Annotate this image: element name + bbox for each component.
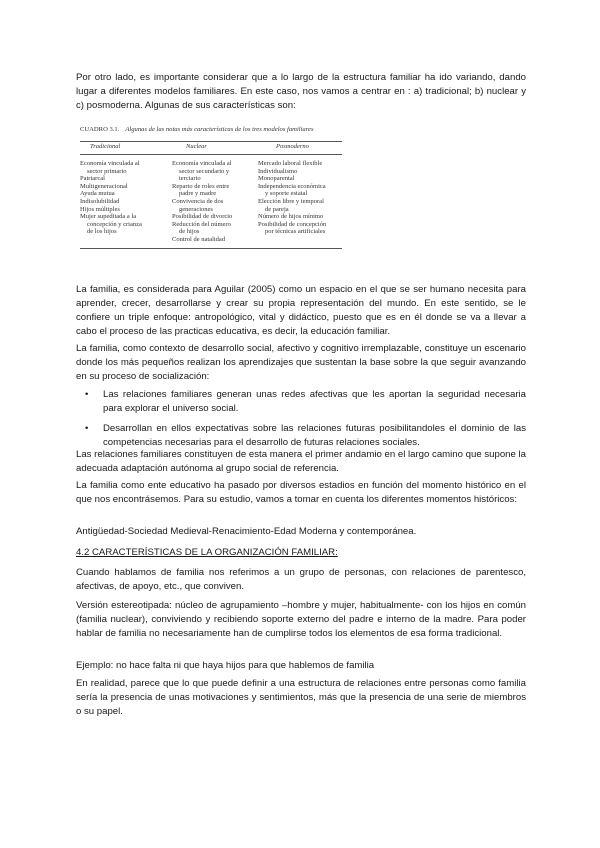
table-cell: Posibilidad de concepción	[258, 220, 327, 228]
table-cell: Convivencia de dos	[172, 197, 224, 205]
table-cell: sector primario	[87, 167, 127, 175]
header-nuclear: Nuclear	[186, 143, 207, 150]
cuando-text: Cuando hablamos de familia nos referimos a un grupo de personas, con relaciones de parentesco, afectivas, de apoyo, etc., que conviven.	[76, 567, 526, 592]
ente-text: La familia como ente educativo ha pasado por diversos estadios en función del momento histórico en el que nos encontrásemos. Para su estudio, vamos a tomar en cuenta los diferentes momentos históricos:	[76, 480, 526, 505]
table-cell: de hijos	[179, 228, 200, 236]
table-cell: y soporte estatal	[265, 190, 308, 198]
table-caption-text: Algunas de las notas más características de los tres modelos familiares	[125, 126, 314, 133]
aguilar-paragraph	[76, 283, 526, 339]
family-models-table	[80, 126, 342, 250]
table-cell: Control de natalidad	[172, 235, 226, 243]
ente-paragraph	[76, 479, 526, 507]
intro-text: Por otro lado, es importante considerar que a lo largo de la estructura familiar ha ido variando, dando lugar a diferentes modelos familiares. En este caso, nos vamos a centrar en : a) tradicional; b) nuclear y c) posmoderna. Algunas de sus características son:	[76, 72, 526, 111]
table-cell: Indisolubilidad	[80, 197, 120, 205]
table-cell: terciario	[179, 175, 201, 183]
cuando-paragraph	[76, 566, 526, 594]
table-header-rule	[80, 154, 342, 155]
contexto-paragraph	[76, 342, 526, 384]
table-cell: Mercado laboral flexible	[258, 160, 323, 167]
table-cell: Reparto de roles entre	[172, 182, 230, 190]
table-top-rule	[80, 141, 342, 142]
section-heading-text: 4.2 CARACTERÍSTICAS DE LA ORGANIZACIÓN FAMILIAR:	[76, 547, 338, 558]
section-heading	[76, 546, 526, 560]
table-caption	[80, 126, 342, 134]
table-cell: Posibilidad de divorcio	[172, 213, 233, 221]
list-item: • Desarrollan en ellos expectativas sobre las relaciones futuras posibilitandoles el dominio de las competencias necesarias para el desarrollo de futuras relaciones sociales.	[76, 422, 526, 450]
bullet-list	[76, 388, 526, 456]
version-paragraph	[76, 599, 526, 641]
table-cell: Multigeneracional	[80, 182, 128, 190]
realidad-paragraph	[76, 677, 526, 719]
table-cell: Individualismo	[258, 167, 298, 175]
realidad-text: En realidad, parece que lo que puede definir a una estructura de relaciones entre personas como familia sería la presencia de unas motivaciones y sentimientos, más que la presencia de una serie de miembros o su papel.	[76, 678, 526, 717]
table-cell: por técnicas artificiales	[265, 228, 326, 236]
table-cell: sector secundario y	[179, 167, 230, 175]
column-nuclear	[172, 160, 232, 244]
intro-paragraph	[76, 71, 526, 113]
table-cell: Ayuda mutua	[80, 190, 115, 198]
table-cell: de los hijos	[87, 228, 117, 236]
version-text: Versión estereotipada: núcleo de agrupamiento –hombre y mujer, habitualmente- con los hijos en común (familia nuclear), conviviendo y recibiendo soporte externo del padre e interno de la madre. Para poder hablar de familia no necesariamente han de cumplirse todos los elementos de esa forma tradicional.	[76, 600, 526, 639]
table-cell: Economía vinculada al	[172, 160, 232, 167]
ejemplo-text: Ejemplo: no hace falta ni que haya hijos para que hablemos de familia	[76, 660, 375, 671]
contexto-text: La familia, como contexto de desarrollo social, afectivo y cognitivo irremplazable, constituye un escenario donde los más pequeños realizan los aprendizajes que sustentan la base sobre la que seguir avanzando en su proceso de socialización:	[76, 343, 526, 382]
table-cell: Patriarcal	[80, 175, 105, 183]
aguilar-text: La familia, es considerada para Aguilar (2005) como un espacio en el que se ser humano necesita para aprender, crecer, desarrollarse y crear su propia representación del mundo. En este sentido, se le confiere un triple enfoque: antropológico, vital y didáctico, puesto que es en él donde se va a llevar a cabo el proceso de las practicas educativa, es decir, la educación familiar.	[76, 284, 526, 337]
periodos-text: Antigüedad-Sociedad Medieval-Renacimiento-Edad Moderna y contemporánea.	[76, 526, 417, 537]
header-tradicional: Tradicional	[90, 143, 121, 150]
table-cell: Monoparental	[258, 175, 295, 183]
relaciones-paragraph	[76, 448, 526, 476]
table-cell: Número de hijos mínimo	[258, 213, 324, 221]
table-cell: Reducción del número	[172, 220, 231, 228]
table-cell: padre y madre	[179, 190, 217, 198]
table-cell: de pareja	[265, 205, 289, 213]
list-item: • Las relaciones familiares generan unas redes afectivas que les aportan la seguridad necesaria para explorar el universo social.	[76, 388, 526, 416]
table-label: CUADRO 3.1.	[80, 126, 120, 133]
table-cell: Hijos múltiples	[80, 205, 120, 213]
table-cell: concepción y crianza	[87, 220, 142, 228]
relaciones-text: Las relaciones familiares constituyen de esta manera el primer andamio en el largo camino que supone la adecuada adaptación autónoma al grupo social de referencia.	[76, 449, 526, 474]
table-cell: Independencia económica	[258, 182, 326, 190]
column-posmoderno	[258, 160, 326, 236]
table-cell: generaciones	[179, 205, 213, 213]
table-cell: Elección libre y temporal	[258, 197, 324, 205]
ejemplo-paragraph	[76, 659, 526, 673]
periodos-paragraph	[76, 525, 526, 539]
table-cell: Mujer supeditada a la	[80, 213, 137, 221]
table-bottom-rule	[80, 248, 342, 249]
column-tradicional	[80, 160, 142, 236]
header-posmoderno: Posmoderno	[276, 143, 309, 150]
table-cell: Economía vinculada al	[80, 160, 140, 167]
